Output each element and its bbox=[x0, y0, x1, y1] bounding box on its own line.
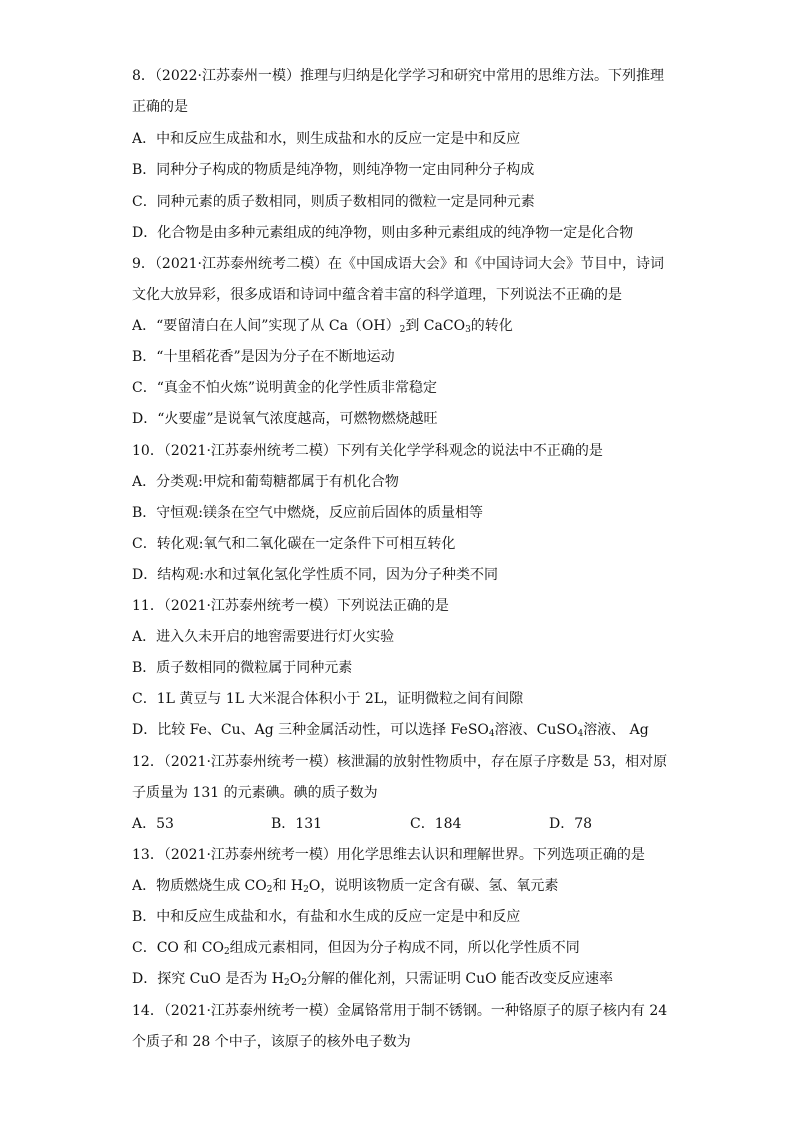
q14-stem-line-2: 个质子和 28 个中子，该原子的核外电子数为 bbox=[132, 1034, 411, 1050]
q13-option-b: B．中和反应生成盐和水，有盐和水生成的反应一定是中和反应 bbox=[132, 909, 521, 925]
q8-option-c: C．同种元素的质子数相同，则质子数相同的微粒一定是同种元素 bbox=[132, 194, 535, 210]
q13-option-a: A．物质燃烧生成 $CO_2$和 $H_2O$，说明该物质一定含有碳、氢、氧元素 bbox=[132, 878, 559, 895]
q12-option-a: A．53 bbox=[132, 816, 174, 832]
q13-stem-line-1: 13．（2021·江苏泰州统考一模）用化学思维去认识和理解世界。下列选项正确的是 bbox=[132, 847, 645, 863]
q11-option-d: D．比较 Fe、Cu、Ag 三种金属活动性，可以选择 FeSO$_4$溶液、CuSO$_4$溶液、 Ag bbox=[132, 722, 649, 739]
q11-option-c: C．1L 黄豆与 1L 大米混合体积小于 2L，证明微粒之间有间隙 bbox=[132, 691, 524, 707]
q11-option-a: A．进入久未开启的地窖需要进行灯火实验 bbox=[132, 629, 395, 645]
q13-option-c: C．CO 和 $CO_2$组成元素相同，但因为分子构成不同，所以化学性质不同 bbox=[132, 940, 580, 957]
q12-option-b: B．131 bbox=[271, 816, 323, 832]
q10-option-d: D．结构观:水和过氧化氢化学性质不同，因为分子种类不同 bbox=[132, 567, 498, 583]
q12-option-c: C．184 bbox=[410, 816, 462, 832]
q13-option-d: D．探究 CuO 是否为 $H_2O_2$分解的催化剂，只需证明 CuO 能否改变反应速率 bbox=[132, 971, 614, 988]
q10-option-b: B．守恒观:镁条在空气中燃烧，反应前后固体的质量相等 bbox=[132, 505, 484, 521]
q10-option-c: C．转化观:氧气和二氧化碳在一定条件下可相互转化 bbox=[132, 536, 456, 552]
q14-stem-line-1: 14．（2021·江苏泰州统考一模）金属铬常用于制不锈钢。一种铬原子的原子核内有 24 bbox=[132, 1003, 668, 1019]
q8-option-b: B．同种分子构成的物质是纯净物，则纯净物一定由同种分子构成 bbox=[132, 162, 535, 178]
q12-stem-line-1: 12．（2021·江苏泰州统考一模）核泄漏的放射性物质中，存在原子序数是 53，相对原 bbox=[132, 754, 668, 770]
q8-stem-line-2: 正确的是 bbox=[132, 99, 188, 115]
q8-option-a: A．中和反应生成盐和水，则生成盐和水的反应一定是中和反应 bbox=[132, 131, 521, 147]
q9-stem-line-2: 文化大放异彩，很多成语和诗词中蕴含着丰富的科学道理，下列说法不正确的是 bbox=[132, 287, 622, 303]
q11-stem-line-1: 11．（2021·江苏泰州统考一模）下列说法正确的是 bbox=[132, 598, 449, 614]
q10-stem-line-1: 10．（2021·江苏泰州统考二模）下列有关化学学科观念的说法中不正确的是 bbox=[132, 443, 603, 459]
q9-option-a: A．“要留清白在人间”实现了从 $Ca(OH)_2$到 CaCO$_3$的转化 bbox=[132, 318, 513, 335]
q11-option-b: B．质子数相同的微粒属于同种元素 bbox=[132, 660, 353, 676]
q10-option-a: A．分类观:甲烷和葡萄糖都属于有机化合物 bbox=[132, 474, 399, 490]
q8-option-d: D．化合物是由多种元素组成的纯净物，则由多种元素组成的纯净物一定是化合物 bbox=[132, 225, 634, 241]
q9-option-c: C．“真金不怕火炼”说明黄金的化学性质非常稳定 bbox=[132, 380, 438, 396]
q12-option-d: D．78 bbox=[549, 816, 593, 832]
q9-option-d: D．“火要虚”是说氧气浓度越高，可燃物燃烧越旺 bbox=[132, 411, 438, 427]
q9-option-b: B．“十里稻花香”是因为分子在不断地运动 bbox=[132, 349, 395, 365]
q12-stem-line-2: 子质量为 131 的元素碘。碘的质子数为 bbox=[132, 785, 378, 801]
q8-stem-line-1: 8．（2022·江苏泰州一模）推理与归纳是化学学习和研究中常用的思维方法。下列推理 bbox=[132, 68, 664, 84]
q9-stem-line-1: 9．（2021·江苏泰州统考二模）在《中国成语大会》和《中国诗词大会》节目中，诗词 bbox=[132, 256, 664, 272]
